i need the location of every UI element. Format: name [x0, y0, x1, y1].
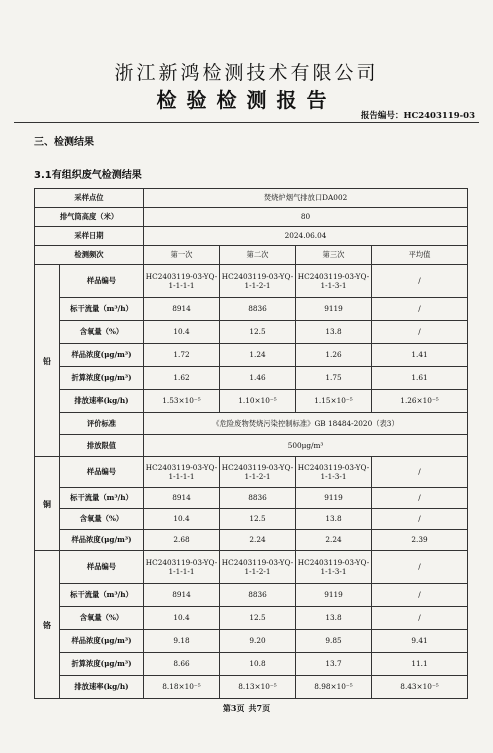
value-cell: 9119 — [296, 298, 372, 321]
sampling-point-label: 采样点位 — [35, 189, 144, 208]
value-cell: 12.5 — [220, 321, 296, 344]
table-row — [35, 298, 468, 321]
value-cell: 13.8 — [296, 509, 372, 530]
value-cell: 8.18×10⁻⁵ — [144, 676, 220, 699]
report-number — [361, 109, 475, 121]
table-row — [35, 321, 468, 344]
value-cell: 1.15×10⁻⁵ — [296, 390, 372, 413]
table-row — [35, 584, 468, 607]
sampling-date-row — [35, 227, 468, 246]
sampling-point-row — [35, 189, 468, 208]
value-cell: 1.53×10⁻⁵ — [144, 390, 220, 413]
value-cell: HC2403119-03-YQ-1-1-3-1 — [296, 551, 372, 584]
avg-cell: 1.26×10⁻⁵ — [372, 390, 468, 413]
stack-height-row — [35, 208, 468, 227]
value-cell: 1.24 — [220, 344, 296, 367]
avg-cell: / — [372, 509, 468, 530]
stack-height-value: 80 — [144, 208, 468, 227]
report-number-value: HC2403119-03 — [403, 111, 475, 121]
value-cell: 8836 — [220, 584, 296, 607]
results-table — [34, 188, 468, 699]
value-cell: HC2403119-03-YQ-1-1-3-1 — [296, 265, 372, 298]
value-cell: 10.8 — [220, 653, 296, 676]
value-cell: 8914 — [144, 298, 220, 321]
page-total: 共7页 — [248, 703, 271, 713]
avg-cell: / — [372, 457, 468, 488]
avg-cell: / — [372, 488, 468, 509]
value-cell: 1.75 — [296, 367, 372, 390]
value-cell: 13.8 — [296, 321, 372, 344]
table-row — [35, 530, 468, 551]
value-cell: HC2403119-03-YQ-1-1-2-1 — [220, 265, 296, 298]
avg-cell: 11.1 — [372, 653, 468, 676]
sampling-point-value: 焚烧炉烟气排放口DA002 — [144, 189, 468, 208]
row-label: 标干流量（m³/h） — [60, 488, 144, 509]
row-label: 标干流量（m³/h） — [60, 298, 144, 321]
value-cell: 9.85 — [296, 630, 372, 653]
avg-cell: / — [372, 551, 468, 584]
avg-cell: / — [372, 584, 468, 607]
company-name: 浙江新鸿检测技术有限公司 — [114, 62, 379, 84]
group-name: 铜 — [35, 457, 60, 551]
page-number: 第3页 — [222, 703, 245, 713]
value-cell: 1.26 — [296, 344, 372, 367]
row-label: 标干流量（m³/h） — [60, 584, 144, 607]
value-cell: HC2403119-03-YQ-1-1-3-1 — [296, 457, 372, 488]
standard-label: 评价标准 — [60, 413, 144, 435]
limit-label: 排放限值 — [60, 435, 144, 457]
value-cell: 2.24 — [220, 530, 296, 551]
value-cell: 12.5 — [220, 607, 296, 630]
value-cell: 8.13×10⁻⁵ — [220, 676, 296, 699]
value-cell: 8.98×10⁻⁵ — [296, 676, 372, 699]
row-label: 样品浓度(μg/m³) — [60, 630, 144, 653]
table-row — [35, 367, 468, 390]
row-label: 样品编号 — [60, 265, 144, 298]
row-label: 排放速率(kg/h) — [60, 390, 144, 413]
avg-cell: 1.41 — [372, 344, 468, 367]
avg-cell: 1.61 — [372, 367, 468, 390]
table-row — [35, 265, 468, 298]
subsection-title: 3.1有组织废气检测结果 — [34, 170, 142, 181]
value-cell: 9.20 — [220, 630, 296, 653]
group-name: 铅 — [35, 265, 60, 457]
row-label: 含氧量（%） — [60, 607, 144, 630]
value-cell: 10.4 — [144, 321, 220, 344]
group-name: 铬 — [35, 551, 60, 699]
standard-row — [35, 413, 468, 435]
value-cell: 9119 — [296, 584, 372, 607]
report-title: 检验检测报告 — [156, 88, 337, 112]
stack-height-label: 排气筒高度（米） — [35, 208, 144, 227]
value-cell: 12.5 — [220, 509, 296, 530]
value-cell: 9.18 — [144, 630, 220, 653]
value-cell: 13.8 — [296, 607, 372, 630]
value-cell: 9119 — [296, 488, 372, 509]
value-cell: 2.68 — [144, 530, 220, 551]
value-cell: HC2403119-03-YQ-1-1-1-1 — [144, 551, 220, 584]
avg-cell: 9.41 — [372, 630, 468, 653]
sampling-date-value: 2024.06.04 — [144, 227, 468, 246]
avg-cell: / — [372, 265, 468, 298]
value-cell: 1.46 — [220, 367, 296, 390]
avg-cell: / — [372, 321, 468, 344]
table-row — [35, 457, 468, 488]
col-header-1: 第一次 — [144, 246, 220, 265]
row-label: 折算浓度(μg/m³) — [60, 653, 144, 676]
value-cell: 8914 — [144, 584, 220, 607]
avg-cell: / — [372, 298, 468, 321]
col-header-2: 第二次 — [220, 246, 296, 265]
row-label: 样品浓度(μg/m³) — [60, 530, 144, 551]
col-header-avg: 平均值 — [372, 246, 468, 265]
table-row — [35, 488, 468, 509]
limit-row — [35, 435, 468, 457]
value-cell: 8836 — [220, 488, 296, 509]
table-row — [35, 551, 468, 584]
table-row — [35, 344, 468, 367]
row-label: 样品编号 — [60, 457, 144, 488]
value-cell: 8914 — [144, 488, 220, 509]
value-cell: HC2403119-03-YQ-1-1-1-1 — [144, 457, 220, 488]
value-cell: 2.24 — [296, 530, 372, 551]
value-cell: 13.7 — [296, 653, 372, 676]
section-title: 三、检测结果 — [34, 137, 94, 148]
value-cell: HC2403119-03-YQ-1-1-2-1 — [220, 457, 296, 488]
table-row — [35, 630, 468, 653]
frequency-label: 检测频次 — [35, 246, 144, 265]
value-cell: HC2403119-03-YQ-1-1-2-1 — [220, 551, 296, 584]
report-number-label: 报告编号： — [360, 111, 404, 121]
row-label: 样品浓度(μg/m³) — [60, 344, 144, 367]
frequency-row — [35, 246, 468, 265]
standard-value: 《危险废物焚烧污染控制标准》GB 18484-2020（表3） — [144, 413, 468, 435]
header-rule — [14, 122, 479, 123]
col-header-3: 第三次 — [296, 246, 372, 265]
table-row — [35, 390, 468, 413]
row-label: 折算浓度(μg/m³) — [60, 367, 144, 390]
table-row — [35, 607, 468, 630]
row-label: 排放速率(kg/h) — [60, 676, 144, 699]
row-label: 含氧量（%） — [60, 321, 144, 344]
table-row — [35, 676, 468, 699]
value-cell: 8836 — [220, 298, 296, 321]
value-cell: 10.4 — [144, 509, 220, 530]
sampling-date-label: 采样日期 — [35, 227, 144, 246]
value-cell: 1.10×10⁻⁵ — [220, 390, 296, 413]
value-cell: 1.62 — [144, 367, 220, 390]
table-row — [35, 653, 468, 676]
avg-cell: 8.43×10⁻⁵ — [372, 676, 468, 699]
value-cell: 1.72 — [144, 344, 220, 367]
avg-cell: / — [372, 607, 468, 630]
page-footer — [0, 703, 493, 714]
limit-value: 500μg/m³ — [144, 435, 468, 457]
value-cell: 8.66 — [144, 653, 220, 676]
row-label: 样品编号 — [60, 551, 144, 584]
value-cell: HC2403119-03-YQ-1-1-1-1 — [144, 265, 220, 298]
table-row — [35, 509, 468, 530]
avg-cell: 2.39 — [372, 530, 468, 551]
value-cell: 10.4 — [144, 607, 220, 630]
row-label: 含氧量（%） — [60, 509, 144, 530]
